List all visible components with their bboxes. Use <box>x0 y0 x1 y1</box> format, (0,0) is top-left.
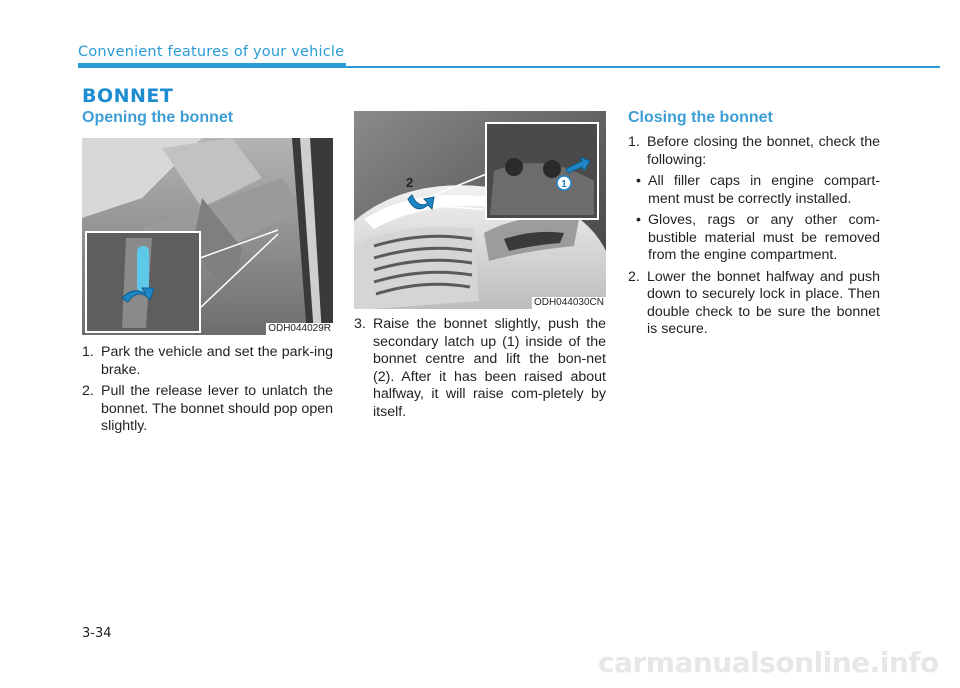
step-number: 2. <box>82 383 94 399</box>
watermark: carmanualsonline.info <box>598 646 939 679</box>
middle-steps <box>354 316 606 425</box>
list-item <box>82 344 333 379</box>
list-item <box>628 134 880 169</box>
callout-1: 1 <box>561 179 567 190</box>
step-text: Pull the release lever to unlatch the bonnet. The bonnet should pop open slightly. <box>101 383 333 434</box>
closing-steps <box>628 134 880 343</box>
step-number: 2. <box>628 268 640 285</box>
section-header <box>78 44 346 66</box>
bullet-item <box>636 212 880 265</box>
opening-heading: Opening the bonnet <box>82 109 234 126</box>
section-tab-bar <box>78 63 346 68</box>
header-rule <box>346 66 940 68</box>
opening-steps <box>82 344 333 440</box>
section-title: Convenient features of your vehicle <box>78 44 345 60</box>
step-text: Park the vehicle and set the park-ing brake. <box>101 344 333 378</box>
list-item <box>354 316 606 421</box>
list-item <box>82 383 333 436</box>
step-text: Lower the bonnet halfway and push down to securely lock in place. Then double check to be sure the bonnet is secure. <box>647 268 880 337</box>
bullet-item <box>636 173 880 208</box>
bullet-dot: • <box>636 212 641 228</box>
step-text: Raise the bonnet slightly, push the secondary latch up (1) inside of the bonnet centre and lift the bon-net (2). After it has been raised about halfway, it will raise com-pletely by itself. <box>373 316 606 420</box>
step-number: 3. <box>354 316 366 332</box>
step-text: Before closing the bonnet, check the following: <box>647 134 880 168</box>
callout-2: 2 <box>406 175 414 190</box>
figure-bonnet-latch <box>354 111 606 309</box>
closing-heading: Closing the bonnet <box>628 109 773 126</box>
release-lever-illustration <box>82 138 333 335</box>
bullet-text: All filler caps in engine compart-ment must be correctly installed. <box>648 173 880 207</box>
bonnet-latch-illustration <box>354 111 606 309</box>
bullet-text: Gloves, rags or any other com-bustible material must be removed from the engine compartment. <box>648 212 880 263</box>
figure-release-lever <box>82 138 333 335</box>
figure-code: ODH044030CN <box>533 297 604 308</box>
bullet-dot: • <box>636 173 641 189</box>
step-number: 1. <box>628 134 640 150</box>
figure-code: ODH044029R <box>268 323 331 334</box>
list-item <box>628 269 880 339</box>
page-number: 3-34 <box>82 626 112 641</box>
step-number: 1. <box>82 344 94 360</box>
chapter-title: BONNET <box>82 85 174 107</box>
